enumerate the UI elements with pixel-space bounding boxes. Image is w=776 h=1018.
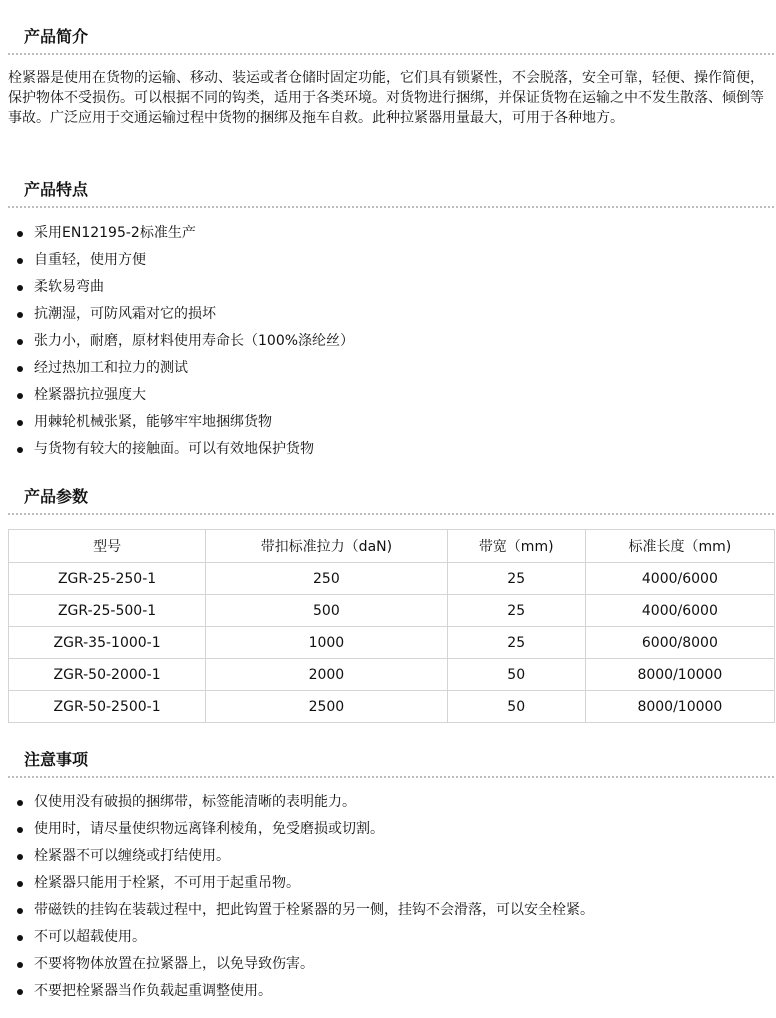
- section-divider: [8, 206, 774, 208]
- table-row: [9, 563, 775, 595]
- list-item: 不可以超载使用。: [8, 924, 594, 951]
- table-cell: 2500: [206, 691, 447, 723]
- table-cell: ZGR-25-500-1: [9, 595, 206, 627]
- list-item: 抗潮湿，可防风霜对它的损坏: [8, 301, 354, 328]
- intro-title: 产品简介: [24, 27, 89, 46]
- table-cell: 6000/8000: [585, 627, 774, 659]
- table-row: [9, 595, 775, 627]
- column-header: 带扣标准拉力（daN): [206, 530, 447, 563]
- list-item: 带磁铁的挂钩在装载过程中，把此钩置于栓紧器的另一侧，挂钩不会滑落，可以安全栓紧。: [8, 897, 594, 924]
- list-item: 柔软易弯曲: [8, 274, 354, 301]
- list-item: 使用时，请尽量使织物远离锋利棱角，免受磨损或切割。: [8, 816, 594, 843]
- table-row: [9, 691, 775, 723]
- list-item: 仅使用没有破损的捆绑带，标签能清晰的表明能力。: [8, 789, 594, 816]
- table-row: [9, 659, 775, 691]
- params-table: [8, 529, 775, 723]
- table-cell: 25: [447, 595, 585, 627]
- table-cell: 8000/10000: [585, 691, 774, 723]
- table-cell: 500: [206, 595, 447, 627]
- table-cell: ZGR-35-1000-1: [9, 627, 206, 659]
- list-item: 不要把栓紧器当作负载起重调整使用。: [8, 978, 594, 1005]
- notes-list: [8, 789, 594, 1005]
- column-header: 型号: [9, 530, 206, 563]
- list-item: 与货物有较大的接触面。可以有效地保护货物: [8, 436, 354, 463]
- list-item: 用棘轮机械张紧，能够牢牢地捆绑货物: [8, 409, 354, 436]
- features-title: 产品特点: [24, 180, 89, 199]
- section-divider: [8, 513, 774, 515]
- notes-title: 注意事项: [24, 750, 89, 769]
- table-cell: 250: [206, 563, 447, 595]
- table-cell: ZGR-25-250-1: [9, 563, 206, 595]
- list-item: 栓紧器只能用于栓紧，不可用于起重吊物。: [8, 870, 594, 897]
- table-cell: 4000/6000: [585, 595, 774, 627]
- section-divider: [8, 53, 774, 55]
- list-item: 不要将物体放置在拉紧器上，以免导致伤害。: [8, 951, 594, 978]
- section-divider: [8, 776, 774, 778]
- list-item: 栓紧器抗拉强度大: [8, 382, 354, 409]
- table-row: [9, 627, 775, 659]
- table-cell: 1000: [206, 627, 447, 659]
- list-item: 自重轻，使用方便: [8, 247, 354, 274]
- table-cell: 25: [447, 563, 585, 595]
- table-header-row: [9, 530, 775, 563]
- column-header: 标准长度（mm): [585, 530, 774, 563]
- table-cell: ZGR-50-2500-1: [9, 691, 206, 723]
- list-item: 栓紧器不可以缠绕或打结使用。: [8, 843, 594, 870]
- column-header: 带宽（mm): [447, 530, 585, 563]
- params-title: 产品参数: [24, 487, 89, 506]
- features-list: [8, 220, 354, 463]
- table-cell: 25: [447, 627, 585, 659]
- intro-text: 栓紧器是使用在货物的运输、移动、装运或者仓储时固定功能，它们具有锁紧性，不会脱落，安全可靠，轻便、操作简便， 保护物体不受损伤。可以根据不同的钩类，适用于各类环境。对货物进行捆绑，并保证货物在运输之中不发生散落、倾倒等事故。广泛应用于交通运输过程中货物的捆绑及拖车自救。此种拉紧器用量最大，可用于各种地方。: [8, 70, 764, 126]
- list-item: 采用EN12195-2标准生产: [8, 220, 354, 247]
- table-cell: 4000/6000: [585, 563, 774, 595]
- table-cell: 2000: [206, 659, 447, 691]
- table-cell: 50: [447, 659, 585, 691]
- table-cell: 8000/10000: [585, 659, 774, 691]
- list-item: 张力小，耐磨，原材料使用寿命长（100%涤纶丝）: [8, 328, 354, 355]
- list-item: 经过热加工和拉力的测试: [8, 355, 354, 382]
- table-cell: 50: [447, 691, 585, 723]
- table-cell: ZGR-50-2000-1: [9, 659, 206, 691]
